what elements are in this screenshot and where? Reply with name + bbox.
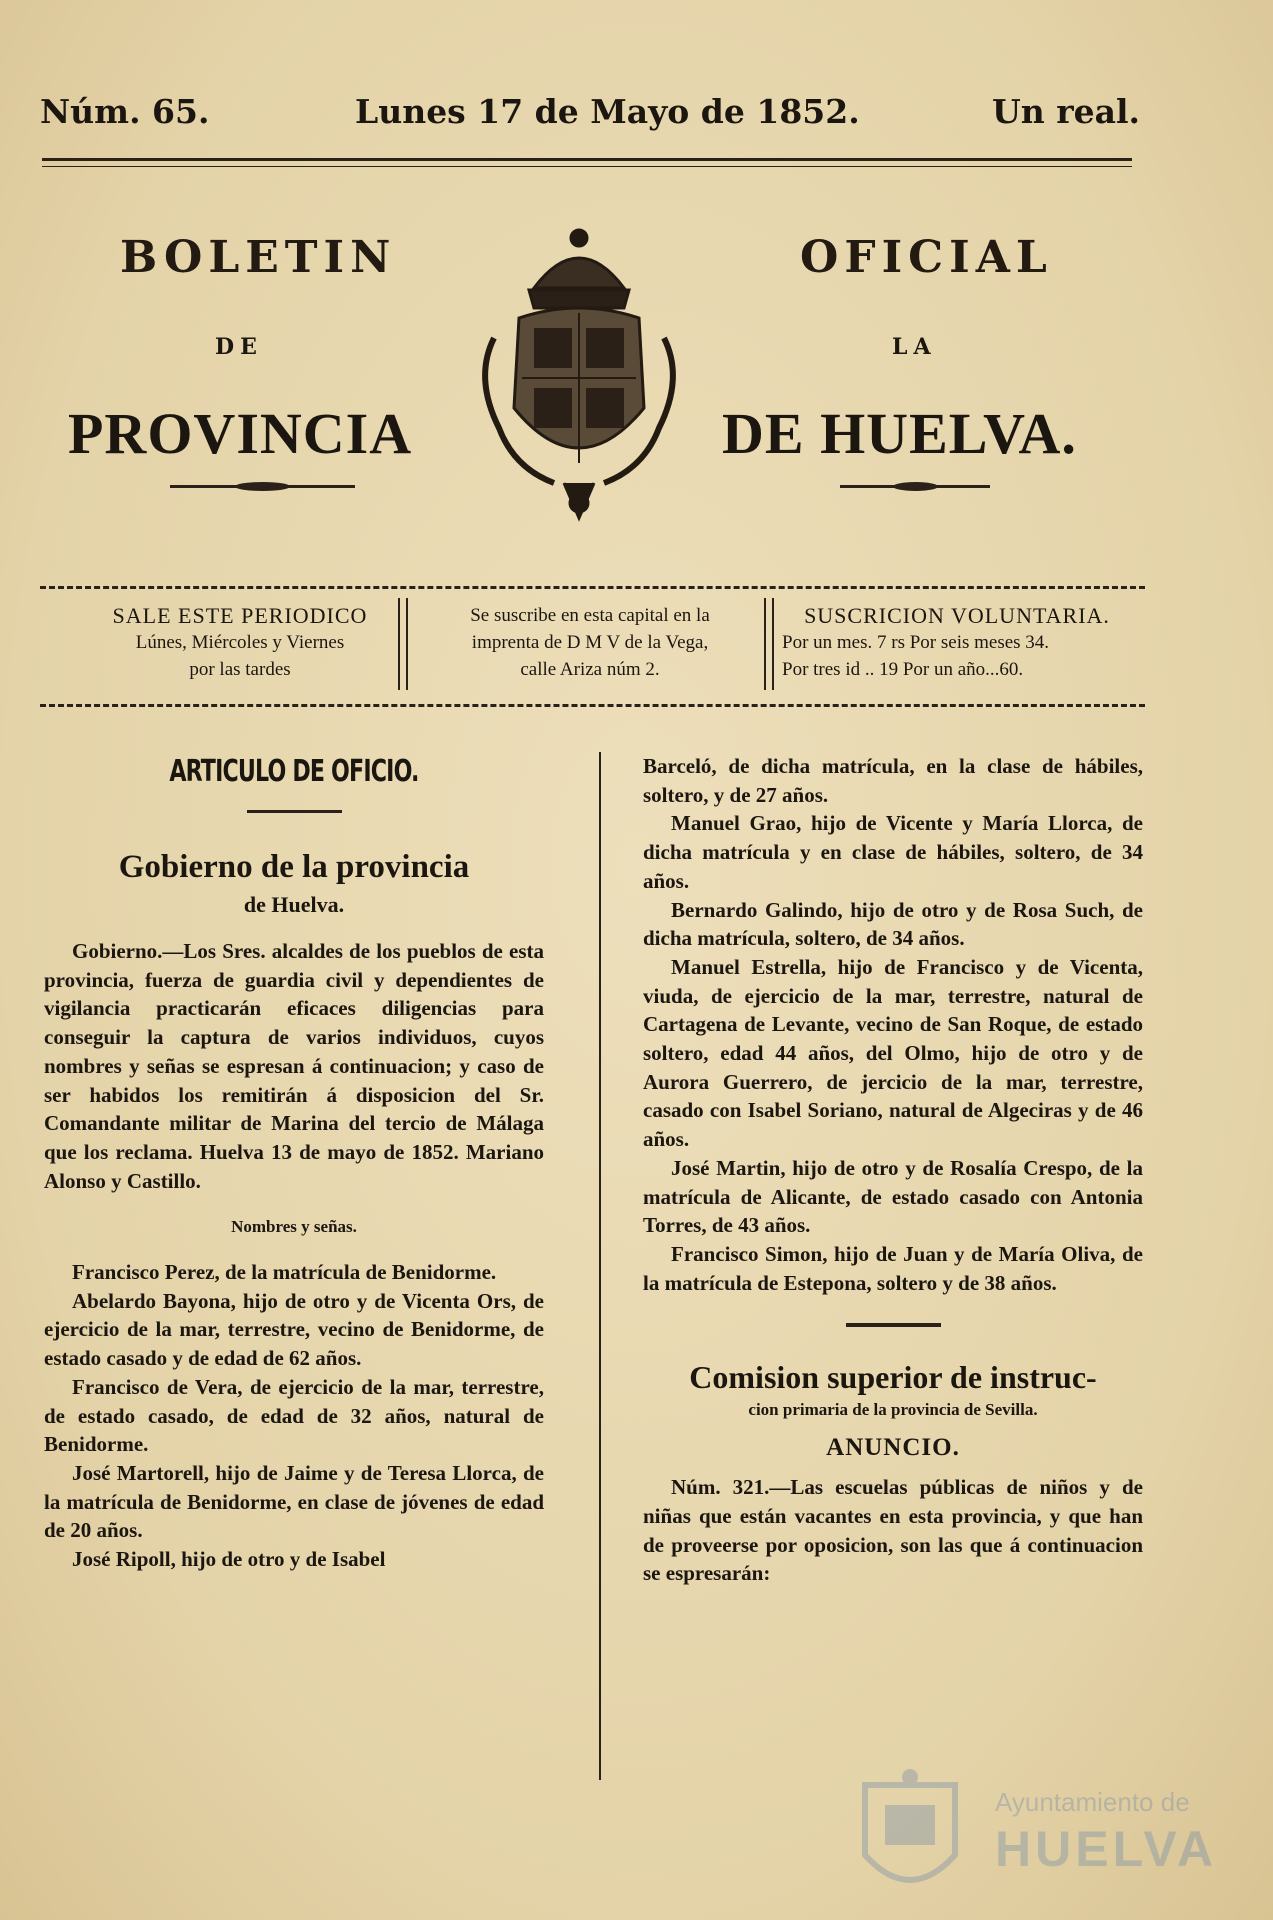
masthead-provincia: PROVINCIA: [68, 401, 413, 466]
entry-martin: José Martin, hijo de otro y de Rosalía Crespo, de la matrícula de Alicante, de estado casado con Antonia Torres, de 43 años.: [643, 1155, 1143, 1238]
band-border-bottom: [40, 704, 1145, 707]
government-notice: Gobierno.—Los Sres. alcaldes de los pueblos de esta provincia, fuerza de guardia civil y dependientes de vigilancia practicarán eficaces diligencias para conseguir la captura de varios individuos, cuyos nombres y señas se espresan á continuacion; y caso de ser habidos los remitirán á disposicion del Sr. Comandante militar de Marina del tercio de Málaga que los reclama. Huelva 13 de mayo de 1852. Mariano Alonso y Castillo.: [44, 939, 544, 1193]
government-heading: Gobierno de la provincia: [118, 849, 470, 885]
section-rule: [247, 810, 342, 813]
band-prices: [782, 602, 1132, 683]
section-title: ARTICULO DE OFICIO.: [169, 754, 419, 789]
left-column: [44, 752, 544, 1574]
right-column: [643, 752, 1143, 1588]
band-border-top: [40, 586, 1145, 589]
anuncio-heading: ANUNCIO.: [826, 1434, 960, 1462]
entry-grao: Manuel Grao, hijo de Vicente y María Llorca, de dicha matrícula y en clase de hábiles, soltero, de 34 años.: [643, 811, 1143, 893]
watermark-line-1: Ayuntamiento de: [995, 1787, 1190, 1817]
entry-martorell: José Martorell, hijo de Jaime y de Teresa Llorca, de la matrícula de Benidorme, en clase de jóvenes de edad de 20 años.: [44, 1460, 544, 1543]
ayuntamiento-watermark: [855, 1765, 1255, 1905]
masthead-la: LA: [892, 334, 937, 360]
band-separator-1: [398, 598, 408, 690]
commission-heading: Comision superior de instruc-: [689, 1359, 1097, 1396]
entry-bayona: Abelardo Bayona, hijo de otro y de Vicenta Ors, de ejercicio de la mar, terrestre, vecino de Benidorme, de estado casado y de edad de 62 años.: [44, 1288, 544, 1371]
band-schedule-time: por las tardes: [189, 659, 291, 680]
band-prices-row-1: Por un mes. 7 rs Por seis meses 34.: [782, 632, 1050, 653]
top-rule-thin: [42, 166, 1132, 167]
band-place-line-1: Se suscribe en esta capital en la: [470, 605, 710, 626]
entry-perez: Francisco Perez, de la matrícula de Benidorme.: [72, 1260, 497, 1285]
commission-subheading: cion primaria de la provincia de Sevilla.: [748, 1400, 1038, 1420]
masthead-flourish-left: [170, 485, 355, 488]
issue-number: Núm. 65.: [40, 92, 210, 131]
entry-ripoll: José Ripoll, hijo de otro y de Isabel: [72, 1547, 386, 1572]
top-rule: [42, 158, 1132, 161]
band-prices-row-2: Por tres id .. 19 Por un año...60.: [782, 659, 1024, 680]
masthead-oficial: OFICIAL: [800, 232, 1053, 283]
government-subheading: de Huelva.: [243, 892, 345, 917]
band-schedule-title: SALE ESTE PERIODICO: [112, 603, 368, 628]
band-schedule: [70, 602, 410, 683]
entry-galindo: Bernardo Galindo, hijo de otro y de Rosa Such, de dicha matrícula, soltero, de 34 años.: [643, 897, 1143, 951]
entry-estrella: Manuel Estrella, hijo de Francisco y de Vicenta, viuda, de ejercicio de la mar, terrestre, natural de Cartagena de Levante, vecino de San Roque, de estado soltero, edad 44 años, del Olmo, hijo de otro y de Aurora Guerrero, de jercicio de la mar, terrestre, casado con Isabel Soriano, natural de Algeciras y de 46 años.: [643, 954, 1143, 1152]
entry-simon: Francisco Simon, hijo de Juan y de María Oliva, de la matrícula de Estepona, soltero y de 38 años.: [643, 1241, 1143, 1295]
watermark-line-2: HUELVA: [995, 1821, 1218, 1877]
band-place-line-3: calle Ariza núm 2.: [520, 659, 660, 680]
band-separator-2: [764, 598, 774, 690]
commission-rule: [846, 1323, 941, 1327]
names-title: Nombres y señas.: [231, 1217, 357, 1237]
band-schedule-days: Lúnes, Miércoles y Viernes: [135, 632, 345, 653]
band-prices-title: SUSCRICION VOLUNTARIA.: [804, 603, 1110, 628]
column-divider: [599, 752, 601, 1780]
issue-price: Un real.: [992, 92, 1141, 131]
masthead-de: DE: [215, 334, 263, 360]
band-place-line-2: imprenta de D M V de la Vega,: [471, 632, 709, 653]
anuncio-text: Núm. 321.—Las escuelas públicas de niños y de niñas que están vacantes en esta provincia, y que han de proveerse por oposicion, son las que á continuacion se espresarán:: [643, 1475, 1143, 1586]
issue-line: [40, 92, 1140, 142]
band-subscribe-place: [420, 602, 760, 683]
huelva-shield-icon: [855, 1765, 965, 1905]
masthead-de-huelva: DE HUELVA.: [722, 401, 1077, 466]
entry-vera: Francisco de Vera, de ejercicio de la mar, terrestre, de estado casado, de edad de 32 años, natural de Benidorme.: [44, 1374, 544, 1457]
masthead-boletin: BOLETIN: [120, 232, 397, 283]
entry-barcelo: Barceló, de dicha matrícula, en la clase de hábiles, soltero, y de 27 años.: [643, 754, 1143, 807]
royal-crest-icon: [474, 218, 684, 523]
masthead-flourish-right: [840, 485, 990, 488]
issue-date: Lunes 17 de Mayo de 1852.: [355, 92, 860, 131]
